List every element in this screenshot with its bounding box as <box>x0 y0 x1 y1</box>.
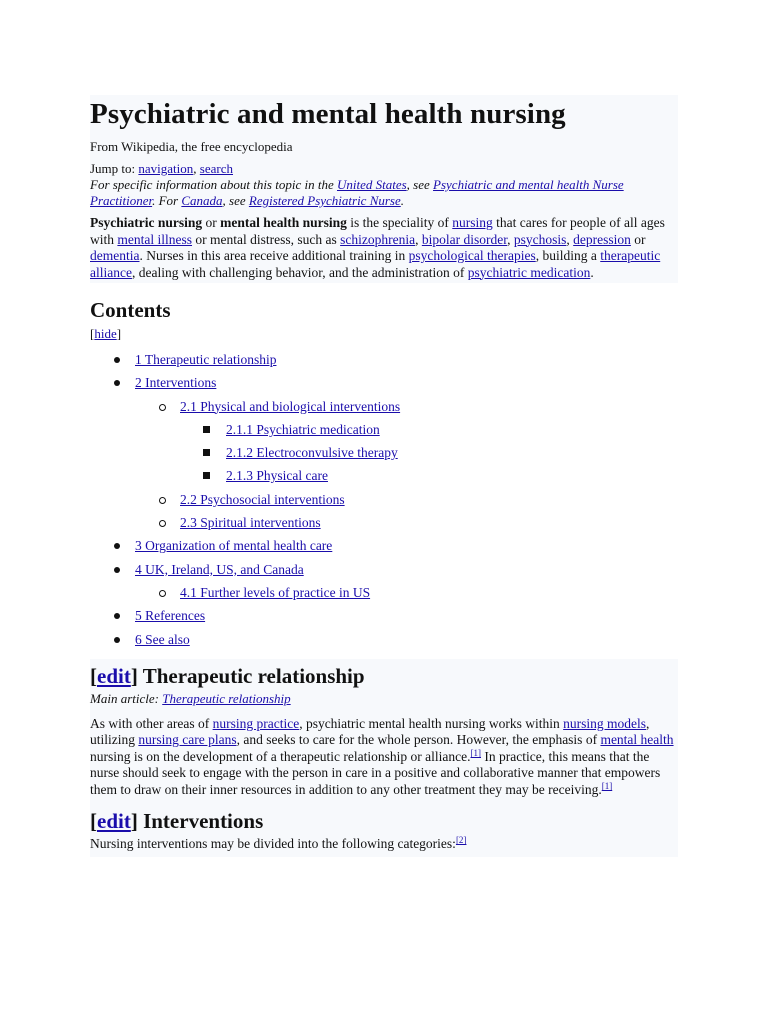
hatnote-text: . For <box>152 193 182 208</box>
bracket: [ <box>90 809 97 834</box>
toc-item <box>90 488 678 511</box>
text: As with other areas of <box>90 715 213 731</box>
text: . <box>590 264 594 280</box>
toc-link[interactable]: 5 References <box>135 608 206 624</box>
united-states-link[interactable]: United States <box>336 177 407 192</box>
toc-item <box>90 511 678 534</box>
toc-item <box>90 534 678 557</box>
bracket: [ <box>90 326 95 341</box>
text: is the speciality of <box>346 215 453 230</box>
text: , and seeks to care for the whole person. However, the emphasis of <box>236 732 601 748</box>
psychological-therapies-link[interactable]: psychological therapies <box>408 248 536 263</box>
lead-section <box>90 95 678 283</box>
intro-paragraph <box>90 215 678 283</box>
reference-link[interactable]: [1] <box>601 780 613 791</box>
canada-link[interactable]: Canada <box>181 193 223 208</box>
section-title: Interventions <box>137 809 264 834</box>
bold-term: mental health nursing <box>220 215 347 230</box>
toc-hide-link[interactable]: hide <box>94 326 117 341</box>
bracket: [ <box>90 663 97 688</box>
bracket: ] <box>130 663 138 688</box>
section-paragraph <box>90 716 678 799</box>
bullet-icon <box>114 637 120 643</box>
toc-link[interactable]: 6 See also <box>135 631 190 647</box>
jump-search-link[interactable]: search <box>199 161 233 176</box>
toc-item <box>90 348 678 371</box>
edit-link[interactable]: edit <box>97 663 131 688</box>
toc-item <box>90 395 678 418</box>
text: , <box>415 231 422 247</box>
main-article-link[interactable]: Therapeutic relationship <box>162 690 291 706</box>
toc-link[interactable]: 2.1.3 Physical care <box>226 468 328 484</box>
table-of-contents <box>90 348 678 651</box>
text: , psychiatric mental health nursing works within <box>299 715 564 731</box>
bullet-icon <box>114 543 120 549</box>
toc-link[interactable]: 2.1.1 Psychiatric medication <box>226 421 380 437</box>
main-article-label: Main article: <box>90 690 163 706</box>
toc-link[interactable]: 3 Organization of mental health care <box>135 538 333 554</box>
mental-health-link[interactable]: mental health <box>600 732 674 748</box>
text: In practice, this means that the nurse should seek to engage with the person in care in a positive and collaborative manner that empowers them to draw on their inner resources in addition to any other treatment they may be receiving. <box>90 748 661 797</box>
toc-item <box>90 558 678 581</box>
toc-link[interactable]: 2 Interventions <box>135 375 217 391</box>
nursing-models-link[interactable]: nursing models <box>563 715 647 731</box>
contents-heading: Contents <box>90 298 171 322</box>
toc-item <box>90 464 678 487</box>
nursing-practice-link[interactable]: nursing practice <box>212 715 300 731</box>
text: nursing is on the development of a therapeutic relationship or alliance. <box>90 748 471 764</box>
pmhnp-link[interactable]: Psychiatric and mental health Nurse Practitioner <box>90 177 624 208</box>
psychosis-link[interactable]: psychosis <box>513 231 567 247</box>
mental-illness-link[interactable]: mental illness <box>117 231 193 247</box>
edit-link[interactable]: edit <box>97 809 131 834</box>
square-bullet-icon <box>203 472 210 479</box>
toc-item <box>90 441 678 464</box>
text: , utilizing <box>90 715 650 748</box>
jump-navigation-link[interactable]: navigation <box>138 161 194 176</box>
jump-separator: , <box>193 161 200 176</box>
nursing-link[interactable]: nursing <box>452 215 493 230</box>
bipolar-disorder-link[interactable]: bipolar disorder <box>421 231 508 247</box>
psychiatric-medication-link[interactable]: psychiatric medication <box>467 264 591 280</box>
hatnote-text: , see <box>222 193 249 208</box>
circle-bullet-icon <box>159 520 166 527</box>
toc-link[interactable]: 2.1 Physical and biological interventions <box>180 398 401 414</box>
text: or <box>202 215 221 230</box>
circle-bullet-icon <box>159 497 166 504</box>
depression-link[interactable]: depression <box>573 231 631 247</box>
toc-item <box>90 581 678 604</box>
bullet-icon <box>114 613 120 619</box>
tagline: From Wikipedia, the free encyclopedia <box>90 139 293 154</box>
circle-bullet-icon <box>159 404 166 411</box>
bullet-icon <box>114 567 120 573</box>
toc-item <box>90 418 678 441</box>
hatnote-text: , see <box>406 177 434 192</box>
toc-item <box>90 371 678 394</box>
toc-toggle <box>90 326 678 342</box>
article-page <box>90 95 678 857</box>
text: or mental distress, such as <box>192 231 341 247</box>
section-heading <box>90 804 678 836</box>
jump-to <box>90 161 678 177</box>
circle-bullet-icon <box>159 590 166 597</box>
main-article-note <box>90 691 678 707</box>
therapeutic-alliance-link[interactable]: therapeutic alliance <box>90 248 661 280</box>
jump-to-label: Jump to: <box>90 161 136 176</box>
bullet-icon <box>114 380 120 386</box>
bold-term: Psychiatric nursing <box>90 215 203 230</box>
square-bullet-icon <box>203 426 210 433</box>
section-title: Therapeutic relationship <box>137 663 365 688</box>
square-bullet-icon <box>203 449 210 456</box>
text: , building a <box>535 248 601 263</box>
schizophrenia-link[interactable]: schizophrenia <box>340 231 416 247</box>
toc-link[interactable]: 4.1 Further levels of practice in US <box>180 584 371 600</box>
toc-item <box>90 628 678 651</box>
bullet-icon <box>114 357 120 363</box>
registered-psychiatric-nurse-link[interactable]: Registered Psychiatric Nurse <box>248 193 401 208</box>
dementia-link[interactable]: dementia <box>90 248 140 263</box>
text: , <box>507 231 514 247</box>
toc-link[interactable]: 4 UK, Ireland, US, and Canada <box>135 561 304 577</box>
toc-link[interactable]: 2.3 Spiritual interventions <box>180 515 321 531</box>
text: Nursing interventions may be divided into the following categories: <box>90 836 456 852</box>
text: . Nurses in this area receive additional training in <box>139 248 409 263</box>
toc-item <box>90 604 678 627</box>
bracket: ] <box>116 326 122 341</box>
reference-link[interactable]: [2] <box>455 835 467 846</box>
toc-link[interactable]: 2.1.2 Electroconvulsive therapy <box>226 445 398 461</box>
text: that cares for people of all ages with <box>90 215 665 247</box>
text: , dealing with challenging behavior, and the administration of <box>131 264 468 280</box>
text: or <box>630 231 646 247</box>
hatnote-text: . <box>400 193 405 208</box>
hatnote-text: For specific information about this topic in the <box>90 177 337 192</box>
reference-link[interactable]: [1] <box>470 747 482 758</box>
toc-link[interactable]: 2.2 Psychosocial interventions <box>180 491 345 507</box>
therapeutic-relationship-section <box>90 659 678 857</box>
nursing-care-plans-link[interactable]: nursing care plans <box>138 732 237 748</box>
bracket: ] <box>130 809 138 834</box>
toc-link[interactable]: 1 Therapeutic relationship <box>135 352 277 367</box>
page-title: Psychiatric and mental health nursing <box>90 98 566 130</box>
hatnote <box>90 177 678 209</box>
section-heading <box>90 659 678 691</box>
section-paragraph <box>90 836 678 857</box>
text: , <box>566 231 574 247</box>
